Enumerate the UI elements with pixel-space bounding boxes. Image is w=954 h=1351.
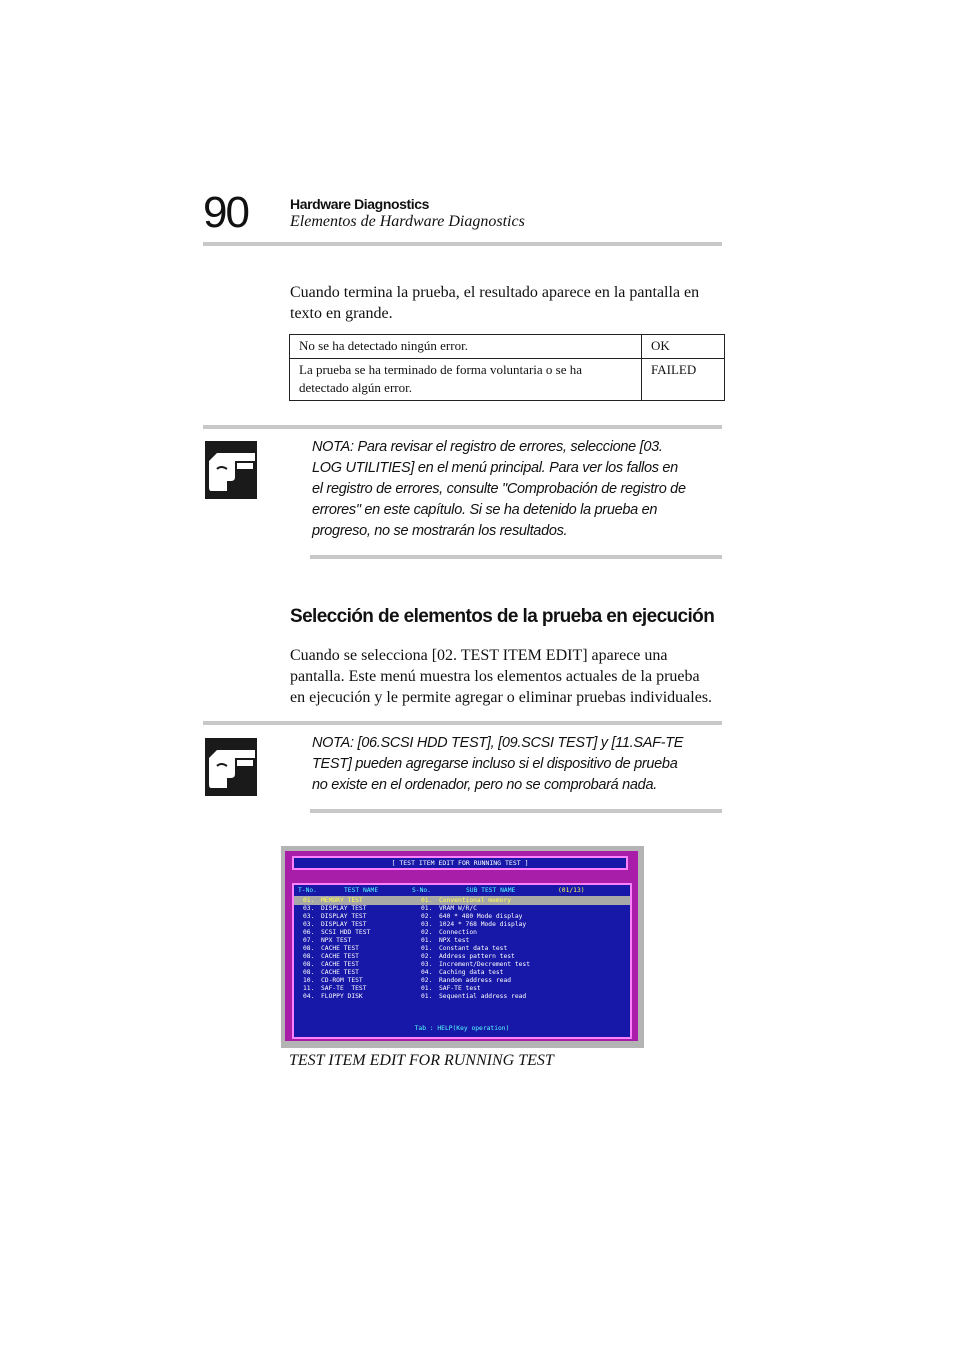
section-paragraph: Cuando se selecciona [02. TEST ITEM EDIT] aparece una pantalla. Este menú muestra los elementos actuales de la prueba en ejecución y le permite agregar o eliminar pruebas individuales. — [290, 647, 713, 706]
pointing-hand-icon — [205, 738, 257, 796]
running-header-title: Hardware Diagnostics — [290, 196, 430, 212]
screenshot-frame — [281, 846, 644, 1048]
test-name: DISPLAY TEST — [321, 913, 367, 920]
test-number: 08. — [303, 961, 315, 968]
test-item-row[interactable] — [294, 913, 630, 921]
test-number: 04. — [303, 993, 315, 1000]
intro-paragraph: Cuando termina la prueba, el resultado aparece en la pantalla en texto en grande. — [290, 284, 700, 322]
test-item-row[interactable] — [294, 905, 630, 913]
test-name: CACHE TEST — [321, 953, 359, 960]
sub-test-name: Conventional memory — [439, 897, 512, 904]
sub-test-number: 01. — [421, 993, 433, 1000]
sub-test-name: Caching data test — [439, 969, 504, 976]
section-heading: Selección de elementos de la prueba en ejecución — [290, 606, 715, 627]
test-item-row[interactable] — [294, 897, 630, 905]
page-number: 90 — [203, 188, 248, 237]
sub-test-number: 04. — [421, 969, 433, 976]
header-rule — [203, 242, 722, 246]
sub-test-name: VRAM W/R/C — [439, 905, 477, 912]
sub-test-name: Sequential address read — [439, 993, 527, 1000]
test-name: SAF-TE TEST — [321, 985, 367, 992]
test-item-row[interactable] — [294, 921, 630, 929]
column-header-sno: S-No. — [412, 887, 431, 894]
sub-test-number: 02. — [421, 913, 433, 920]
test-name: DISPLAY TEST — [321, 905, 367, 912]
sub-test-number: 01. — [421, 945, 433, 952]
note-scsi-tests: NOTA: [06.SCSI HDD TEST], [09.SCSI TEST] y [11.SAF-TE TEST] pueden agregarse incluso si el dispositivo de prueba no existe en el ordenador, pero no se comprobará nada. — [312, 735, 684, 793]
table-cell-result: OK — [642, 335, 725, 359]
test-item-row[interactable] — [294, 969, 630, 977]
test-number: 07. — [303, 937, 315, 944]
sub-test-name: NPX test — [439, 937, 470, 944]
table-cell-description: La prueba se ha terminado de forma voluntaria o se ha detectado algún error. — [290, 359, 642, 401]
test-number: 08. — [303, 953, 315, 960]
test-item-row[interactable] — [294, 945, 630, 953]
sub-test-number: 02. — [421, 929, 433, 936]
note-bottom-rule — [310, 555, 722, 559]
pointing-hand-icon — [205, 441, 257, 499]
column-header-sub-test-name: SUB TEST NAME — [466, 887, 516, 894]
note-errors-log: NOTA: Para revisar el registro de errores, seleccione [03. LOG UTILITIES] en el menú principal. Para ver los fallos en el registro de errores, consulte "Comprobación de registro de errores" en este capítulo. Si se ha detenido la prueba en progreso, no se mostrarán los resultados. — [312, 439, 686, 539]
figure-caption: TEST ITEM EDIT FOR RUNNING TEST — [289, 1052, 554, 1069]
sub-test-number: 02. — [421, 977, 433, 984]
note-top-rule — [203, 721, 722, 725]
test-number: 08. — [303, 945, 315, 952]
test-number: 03. — [303, 905, 315, 912]
sub-test-number: 03. — [421, 921, 433, 928]
test-item-row[interactable] — [294, 993, 630, 1001]
sub-test-number: 02. — [421, 953, 433, 960]
sub-test-number: 01. — [421, 937, 433, 944]
test-item-row[interactable] — [294, 937, 630, 945]
test-number: 11. — [303, 985, 315, 992]
test-name: DISPLAY TEST — [321, 921, 367, 928]
running-header-subtitle: Elementos de Hardware Diagnostics — [290, 213, 525, 230]
table-cell-result: FAILED — [642, 359, 725, 401]
help-hint: Tab : HELP(Key operation) — [414, 1025, 510, 1032]
sub-test-number: 01. — [421, 905, 433, 912]
sub-test-name: SAF-TE test — [439, 985, 481, 992]
test-number: 06. — [303, 929, 315, 936]
test-item-row[interactable] — [294, 953, 630, 961]
test-number: 08. — [303, 969, 315, 976]
sub-test-number: 03. — [421, 961, 433, 968]
test-name: CACHE TEST — [321, 969, 359, 976]
test-item-row[interactable] — [294, 929, 630, 937]
table-row — [290, 359, 725, 401]
column-header-tno: T-No. — [298, 887, 317, 894]
test-number: 01. — [303, 897, 315, 904]
test-number: 03. — [303, 913, 315, 920]
item-counter: (01/13) — [558, 887, 585, 894]
test-item-edit-screen — [285, 851, 638, 1041]
test-name: CD-ROM TEST — [321, 977, 363, 984]
screen-title: [ TEST ITEM EDIT FOR RUNNING TEST ] — [292, 856, 628, 870]
test-item-row[interactable] — [294, 961, 630, 969]
table-cell-description: No se ha detectado ningún error. — [290, 335, 642, 359]
test-list-panel — [292, 883, 632, 1039]
sub-test-name: Constant data test — [439, 945, 508, 952]
test-name: FLOPPY DISK — [321, 993, 363, 1000]
results-table — [289, 334, 725, 401]
test-name: SCSI HDD TEST — [321, 929, 371, 936]
note-top-rule — [203, 425, 722, 429]
sub-test-name: Random address read — [439, 977, 512, 984]
sub-test-name: Address pattern test — [439, 953, 515, 960]
sub-test-number: 01. — [421, 897, 433, 904]
note-bottom-rule — [310, 809, 722, 813]
test-name: MEMORY TEST — [321, 897, 363, 904]
test-name: CACHE TEST — [321, 945, 359, 952]
table-row — [290, 335, 725, 359]
test-item-row[interactable] — [294, 985, 630, 993]
test-item-list — [294, 897, 630, 1001]
sub-test-name: Increment/Decrement test — [439, 961, 530, 968]
test-name: NPX TEST — [321, 937, 352, 944]
test-number: 10. — [303, 977, 315, 984]
sub-test-number: 01. — [421, 985, 433, 992]
column-header-test-name: TEST NAME — [344, 887, 379, 894]
test-item-row[interactable] — [294, 977, 630, 985]
sub-test-name: 640 * 480 Mode display — [439, 913, 523, 920]
sub-test-name: 1024 * 768 Mode display — [439, 921, 527, 928]
test-name: CACHE TEST — [321, 961, 359, 968]
test-number: 03. — [303, 921, 315, 928]
sub-test-name: Connection — [439, 929, 477, 936]
